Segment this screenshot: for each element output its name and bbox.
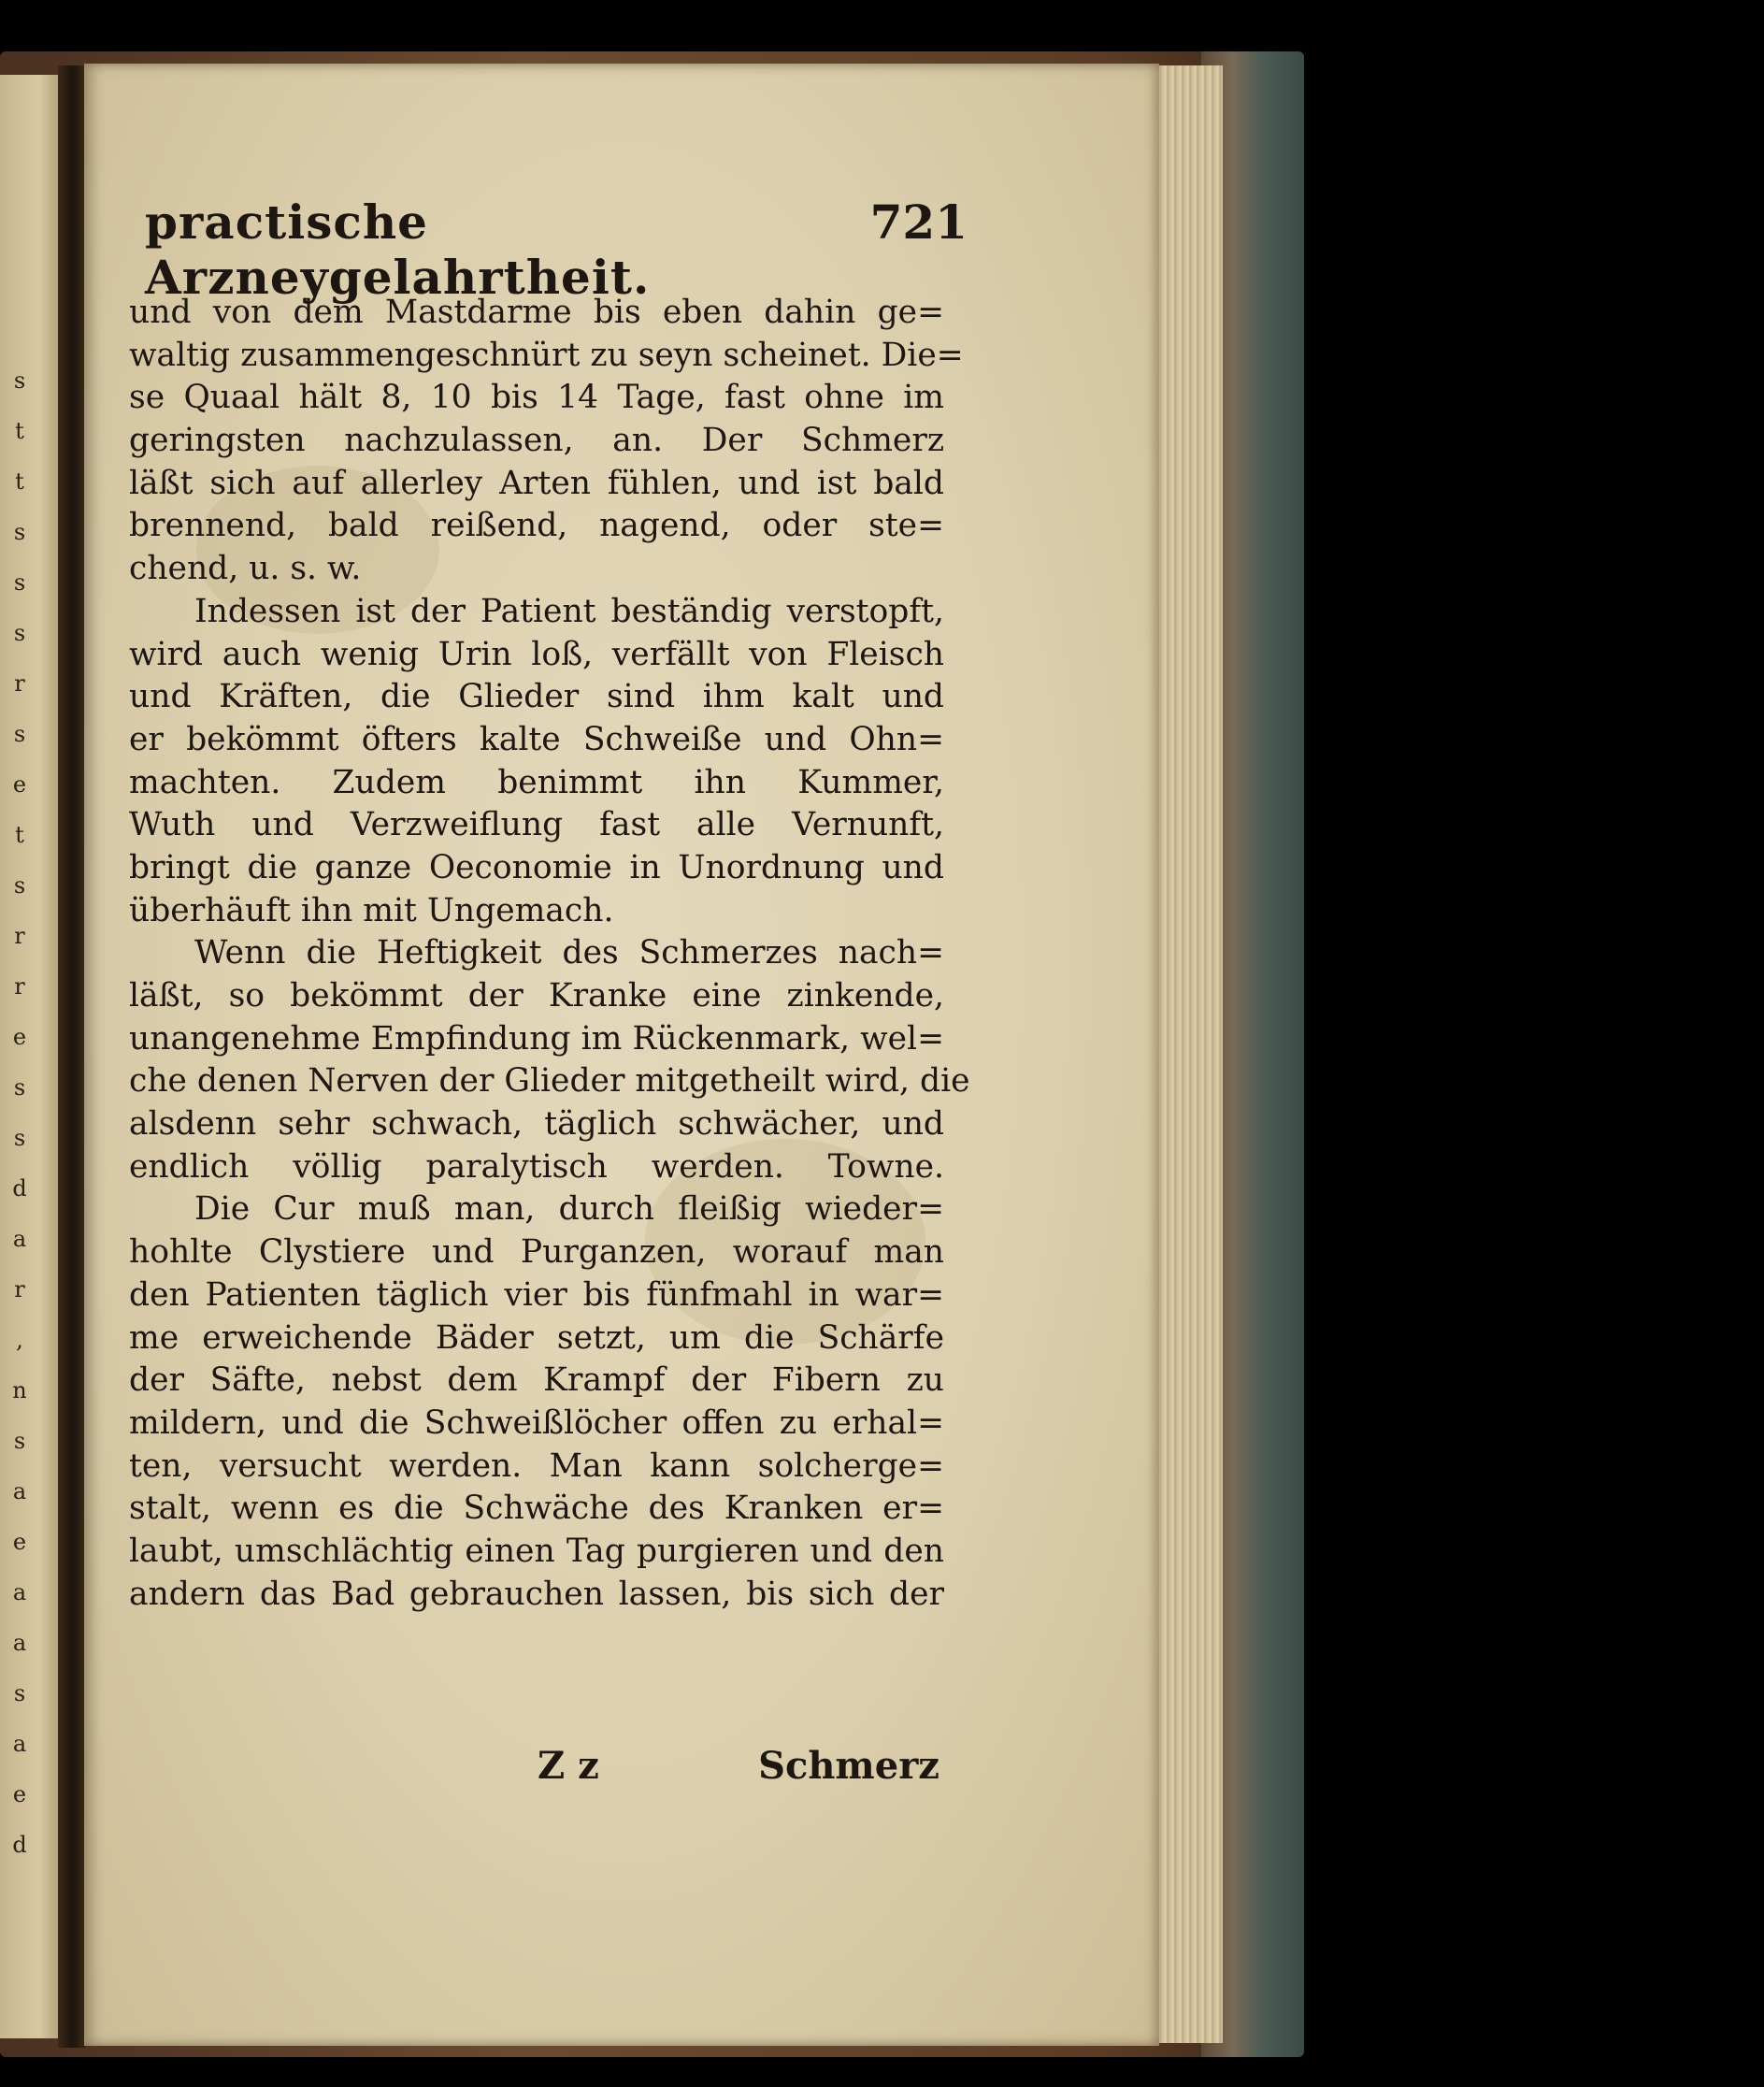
page-number: 721 — [869, 194, 968, 250]
text-line: läßt sich auf allerley Arten fühlen, und ist bald — [129, 464, 944, 502]
text-line: hohlte Clystiere und Purganzen, worauf man — [129, 1233, 944, 1272]
left-page-fragment: r — [14, 923, 25, 949]
left-page-fragment: s — [13, 367, 26, 394]
left-page-fragment: e — [12, 1024, 27, 1050]
text-line: brennend, bald reißend, nagend, oder ste= — [129, 507, 944, 545]
left-page-fragment: d — [12, 1832, 27, 1858]
left-page-fragment: r — [14, 1276, 25, 1303]
left-page-fragment: e — [12, 1529, 27, 1555]
text-line: mildern, und die Schweißlöcher offen zu erhal= — [129, 1403, 944, 1442]
text-line: bringt die ganze Oeconomie in Unordnung und — [129, 848, 944, 886]
left-page-fragment: s — [13, 872, 26, 899]
left-page-fragment: s — [13, 1428, 26, 1454]
text-line: andern das Bad gebrauchen lassen, bis sich der — [129, 1575, 944, 1613]
text-line: den Patienten täglich vier bis fünfmahl in war= — [129, 1275, 944, 1314]
left-page-fragment: a — [12, 1630, 27, 1656]
left-facing-page — [0, 75, 65, 2038]
left-page-line-endings — [6, 355, 34, 1870]
left-page-fragment: t — [15, 418, 24, 444]
text-line: laubt, umschlächtig einen Tag purgieren und den — [129, 1532, 944, 1570]
text-line: machten. Zudem benimmt ihn Kummer, — [129, 763, 944, 801]
left-page-fragment: a — [12, 1478, 27, 1504]
book-gutter — [58, 65, 86, 2048]
text-line: me erweichende Bäder setzt, um die Schärfe — [129, 1318, 944, 1357]
left-page-fragment: t — [15, 468, 24, 495]
text-line: che denen Nerven der Glieder mitgetheilt wird, die — [129, 1062, 970, 1101]
text-line: geringsten nachzulassen, an. Der Schmerz — [129, 422, 944, 460]
body-text — [129, 292, 970, 1616]
text-line: überhäuft ihn mit Ungemach. — [129, 891, 614, 929]
left-page-fragment: e — [12, 1781, 27, 1807]
left-page-fragment: n — [12, 1377, 27, 1403]
text-line: endlich völlig paralytisch werden. Towne. — [129, 1147, 944, 1186]
left-page-fragment: s — [13, 721, 26, 747]
text-line: Die Cur muß man, durch fleißig wieder= — [194, 1190, 944, 1229]
text-line: der Säfte, nebst dem Krampf der Fibern zu — [129, 1361, 944, 1400]
left-page-fragment: s — [13, 569, 26, 596]
left-page-fragment: , — [16, 1327, 23, 1353]
left-page-fragment: a — [12, 1731, 27, 1757]
text-line: läßt, so bekömmt der Kranke eine zinkende, — [129, 977, 944, 1015]
page-footer — [538, 1744, 939, 1788]
page-header — [145, 194, 968, 305]
text-line: chend, u. s. w. — [129, 550, 362, 588]
left-page-fragment: s — [13, 1125, 26, 1151]
left-page-fragment: r — [14, 670, 25, 697]
page-edges — [1148, 65, 1223, 2043]
left-page-fragment: a — [12, 1579, 27, 1605]
left-page-fragment: s — [13, 519, 26, 545]
left-page-fragment: a — [12, 1226, 27, 1252]
left-page-fragment: s — [13, 1074, 26, 1101]
left-page-fragment: d — [12, 1175, 27, 1202]
left-page-fragment: e — [12, 771, 27, 798]
text-line: unangenehme Empfindung im Rückenmark, wel= — [129, 1019, 944, 1058]
left-page-fragment: s — [13, 620, 26, 646]
left-page-fragment: t — [15, 822, 24, 848]
text-line: se Quaal hält 8, 10 bis 14 Tage, fast ohne im — [129, 379, 944, 417]
text-line: waltig zusammengeschnürt zu seyn scheinet. Die= — [129, 336, 964, 374]
text-line: und Kräften, die Glieder sind ihm kalt und — [129, 678, 944, 716]
left-page-fragment: r — [14, 973, 25, 1000]
running-title: practische Arzneygelahrtheit. — [145, 194, 651, 305]
text-line: Indessen ist der Patient beständig verstopft, — [194, 592, 944, 630]
text-line: Wuth und Verzweiflung fast alle Vernunft, — [129, 806, 944, 844]
text-line: alsdenn sehr schwach, täglich schwächer, und — [129, 1105, 944, 1144]
text-line: Wenn die Heftigkeit des Schmerzes nach= — [194, 934, 944, 972]
text-line: ten, versucht werden. Man kann solcherge= — [129, 1447, 944, 1485]
text-line: er bekömmt öfters kalte Schweiße und Ohn= — [129, 720, 944, 758]
text-line: stalt, wenn es die Schwäche des Kranken er= — [129, 1490, 944, 1528]
text-line: wird auch wenig Urin loß, verfällt von Fleisch — [129, 635, 944, 673]
signature-mark: Z z — [538, 1744, 599, 1788]
catchword: Schmerz — [758, 1744, 939, 1788]
text-line: und von dem Mastdarme bis eben dahin ge= — [129, 294, 944, 331]
left-page-fragment: s — [13, 1680, 26, 1706]
